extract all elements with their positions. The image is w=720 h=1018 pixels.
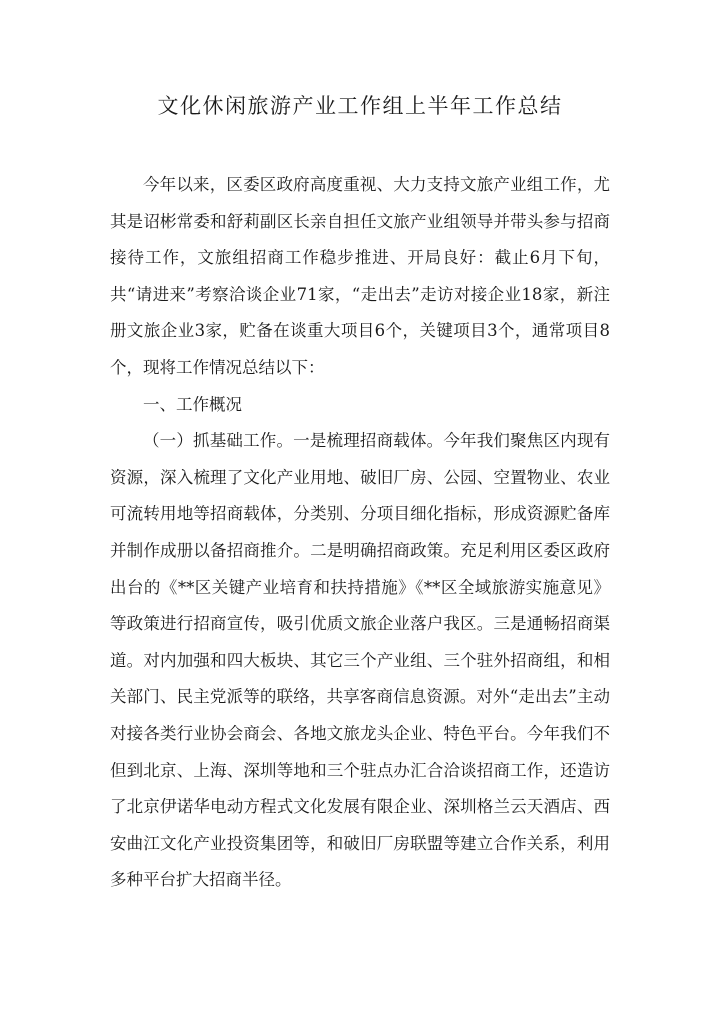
document-body <box>110 167 610 899</box>
intro-paragraph: 今年以来，区委区政府高度重视、大力支持文旅产业组工作，尤其是诏彬常委和舒莉副区长亲自担任文旅产业组领导并带头参与招商接待工作，文旅组招商工作稳步推进、开局良好：截止6月下旬，共“请进来”考察洽谈企业71家，“走出去”走访对接企业18家，新注册文旅企业3家，贮备在谈重大项目6个，关键项目3个，通常项目8个，现将工作情况总结以下： <box>110 175 610 377</box>
document-title: 文化休闲旅游产业工作组上半年工作总结 <box>157 94 563 118</box>
body-paragraph: （一）抓基础工作。一是梳理招商载体。今年我们聚焦区内现有资源，深入梳理了文化产业用地、破旧厂房、公园、空置物业、农业可流转用地等招商载体，分类别、分项目细化指标，形成资源贮备库并制作成册以备招商推介。二是明确招商政策。充足利用区委区政府出台的《**区关键产业培育和扶持措施》《**区全域旅游实施意见》等政策进行招商宣传，吸引优质文旅企业落户我区。三是通畅招商渠道。对内加强和四大板块、其它三个产业组、三个驻外招商组，和相关部门、民主党派等的联络，共享客商信息资源。对外“走出去”主动对接各类行业协会商会、各地文旅龙头企业、特色平台。今年我们不但到北京、上海、深圳等地和三个驻点办汇合洽谈招商工作，还造访了北京伊诺华电动方程式文化发展有限企业、深圳格兰云天酒店、西安曲江文化产业投资集团等，和破旧厂房联盟等建立合作关系，利用多种平台扩大招商半径。 <box>110 431 610 890</box>
section-heading: 一、工作概况 <box>143 394 242 414</box>
